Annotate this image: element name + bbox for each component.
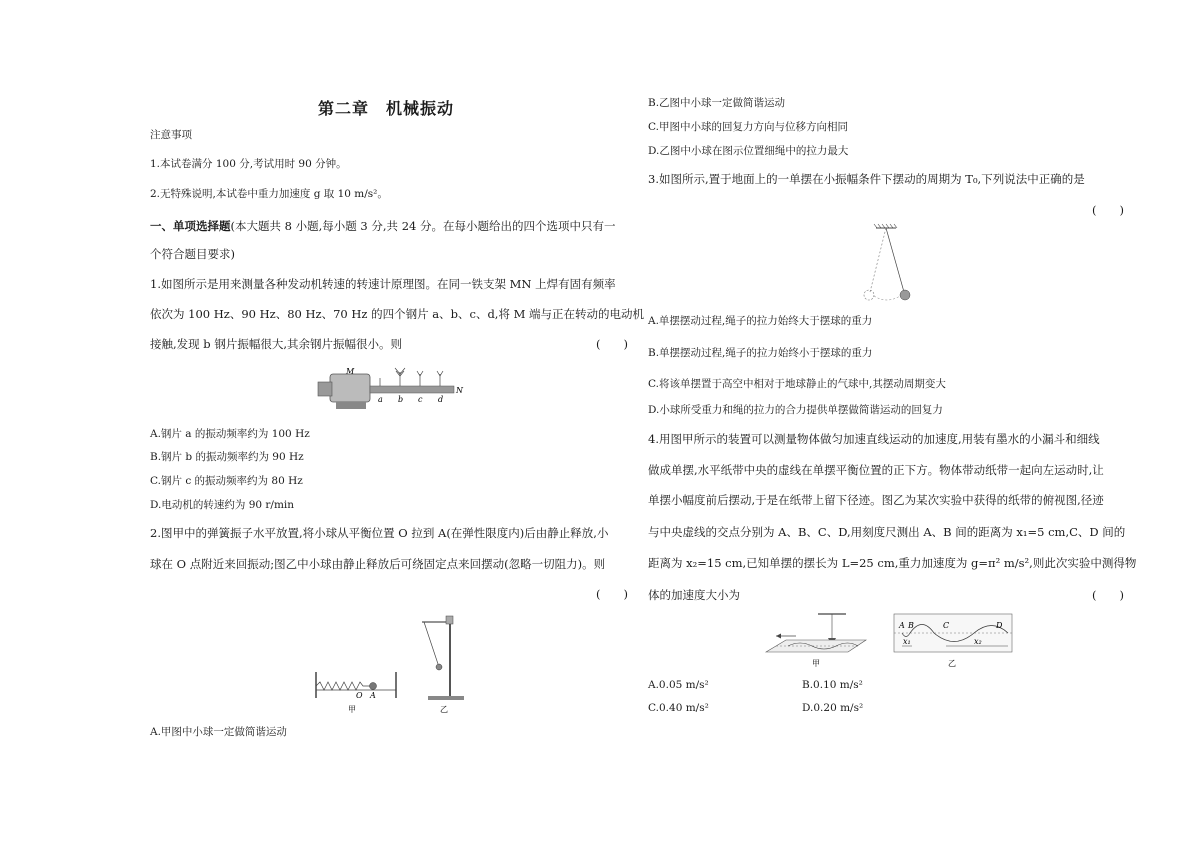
q1-option-d: D.电动机的转速约为 90 r/min — [150, 499, 295, 511]
q1-option-b: B.钢片 b 的振动频率约为 90 Hz — [150, 451, 304, 463]
q3-option-b: B.单摆摆动过程,绳子的拉力始终小于摆球的重力 — [648, 347, 873, 359]
q2-option-a: A.甲图中小球一定做简谐运动 — [150, 726, 287, 738]
q2-fig-label-jia: 甲 — [348, 705, 356, 714]
q4-text-line4: 与中央虚线的交点分别为 A、B、C、D,用刻度尺测出 A、B 间的距离为 x₁=5 cm,C、D 间的 — [648, 525, 1126, 539]
q4-fig-label-x2: x₂ — [974, 637, 982, 646]
q4-text-line2: 做成单摆,水平纸带中央的虚线在单摆平衡位置的正下方。物体带动纸带一起向左运动时,让 — [648, 463, 1104, 477]
q1-fig-label-c: c — [418, 395, 423, 404]
q4-fig-label-x1: x₁ — [903, 637, 911, 646]
q1-text-line2: 依次为 100 Hz、90 Hz、80 Hz、70 Hz 的四个钢片 a、b、c、d,将 M 端与正在转动的电动机 — [150, 307, 645, 321]
q4-text-line5: 距离为 x₂=15 cm,已知单摆的摆长为 L=25 cm,重力加速度为 g=π² m/s²,则此次实验中测得物 — [648, 556, 1137, 570]
q2-option-c: C.甲图中小球的回复力方向与位移方向相同 — [648, 121, 848, 133]
section-1-instructions: (本大题共 8 小题,每小题 3 分,共 24 分。在每小题给出的四个选项中只有一 — [230, 219, 616, 233]
q1-fig-label-d: d — [438, 395, 444, 404]
notice-heading: 注意事项 — [150, 129, 192, 141]
q4-text-line3: 单摆小幅度前后摆动,于是在纸带上留下径迹。图乙为某次实验中获得的纸带的俯视图,径迹 — [648, 493, 1104, 507]
q1-fig-label-a: a — [378, 395, 383, 404]
q1-option-c: C.钢片 c 的振动频率约为 80 Hz — [150, 475, 303, 487]
q2-option-b: B.乙图中小球一定做简谐运动 — [648, 97, 786, 109]
q3-pendulum-figure — [856, 222, 920, 306]
notice-item-1: 1.本试卷满分 100 分,考试用时 90 分钟。 — [150, 158, 347, 170]
q3-answer-paren: ( ) — [1092, 203, 1124, 217]
q1-answer-paren: ( ) — [596, 337, 628, 351]
notice-item-2: 2.无特殊说明,本试卷中重力加速度 g 取 10 m/s²。 — [150, 188, 388, 200]
q4-option-a: A.0.05 m/s² — [648, 679, 709, 691]
q3-option-a: A.单摆摆动过程,绳子的拉力始终大于摆球的重力 — [648, 315, 873, 327]
q4-answer-paren: ( ) — [1092, 588, 1124, 602]
q2-text-line1: 2.图甲中的弹簧振子水平放置,将小球从平衡位置 O 拉到 A(在弹性限度内)后由静止释放,小 — [150, 526, 609, 540]
q1-text-line1: 1.如图所示是用来测量各种发动机转速的转速计原理图。在同一铁支架 MN 上焊有固有频率 — [150, 277, 616, 291]
q4-text-line1: 4.用图甲所示的装置可以测量物体做匀加速直线运动的加速度,用装有墨水的小漏斗和细线 — [648, 432, 1100, 446]
q4-fig-label-B: B — [908, 621, 914, 630]
q1-fig-label-N: N — [456, 386, 463, 395]
section-1-heading — [150, 218, 616, 234]
q4-fig-label-D: D — [996, 621, 1003, 630]
section-1-title: 一、单项选择题 — [150, 219, 231, 233]
q2-text-line2: 球在 O 点附近来回振动;图乙中小球由静止释放后可绕固定点来回摆动(忽略一切阻力)。则 — [150, 557, 606, 571]
section-1-heading-cont: 个符合题目要求) — [150, 247, 235, 261]
q2-fig-label-A: A — [370, 691, 376, 700]
page-title: 第二章 机械振动 — [318, 99, 455, 118]
q4-option-c: C.0.40 m/s² — [648, 702, 709, 714]
q2-fig-label-yi: 乙 — [440, 705, 448, 714]
q4-fig-label-C: C — [943, 621, 950, 630]
q4-option-d: D.0.20 m/s² — [802, 702, 864, 714]
q2-option-d: D.乙图中小球在图示位置细绳中的拉力最大 — [648, 145, 849, 157]
q3-option-c: C.将该单摆置于高空中相对于地球静止的气球中,其摆动周期变大 — [648, 378, 946, 390]
q3-text-line1: 3.如图所示,置于地面上的一单摆在小振幅条件下摆动的周期为 T₀,下列说法中正确的是 — [648, 172, 1085, 186]
q1-option-a: A.钢片 a 的振动频率约为 100 Hz — [150, 428, 310, 440]
q4-fig-label-jia: 甲 — [812, 659, 820, 668]
q1-fig-label-M: M — [346, 367, 355, 376]
q1-text-line3: 接触,发现 b 钢片振幅很大,其余钢片振幅很小。则 — [150, 337, 402, 351]
q2-spring-pendulum-figure — [310, 612, 470, 716]
q4-fig-label-A: A — [899, 621, 905, 630]
q4-text-line6: 体的加速度大小为 — [648, 588, 740, 602]
q1-fig-label-b: b — [398, 395, 404, 404]
q4-funnel-tape-figure — [762, 610, 1022, 672]
q2-fig-label-O: O — [356, 691, 363, 700]
q2-answer-paren: ( ) — [596, 587, 628, 601]
q1-tachometer-figure — [316, 366, 466, 414]
q3-option-d: D.小球所受重力和绳的拉力的合力提供单摆做简谐运动的回复力 — [648, 404, 943, 416]
q4-fig-label-yi: 乙 — [948, 659, 956, 668]
q4-option-b: B.0.10 m/s² — [802, 679, 863, 691]
